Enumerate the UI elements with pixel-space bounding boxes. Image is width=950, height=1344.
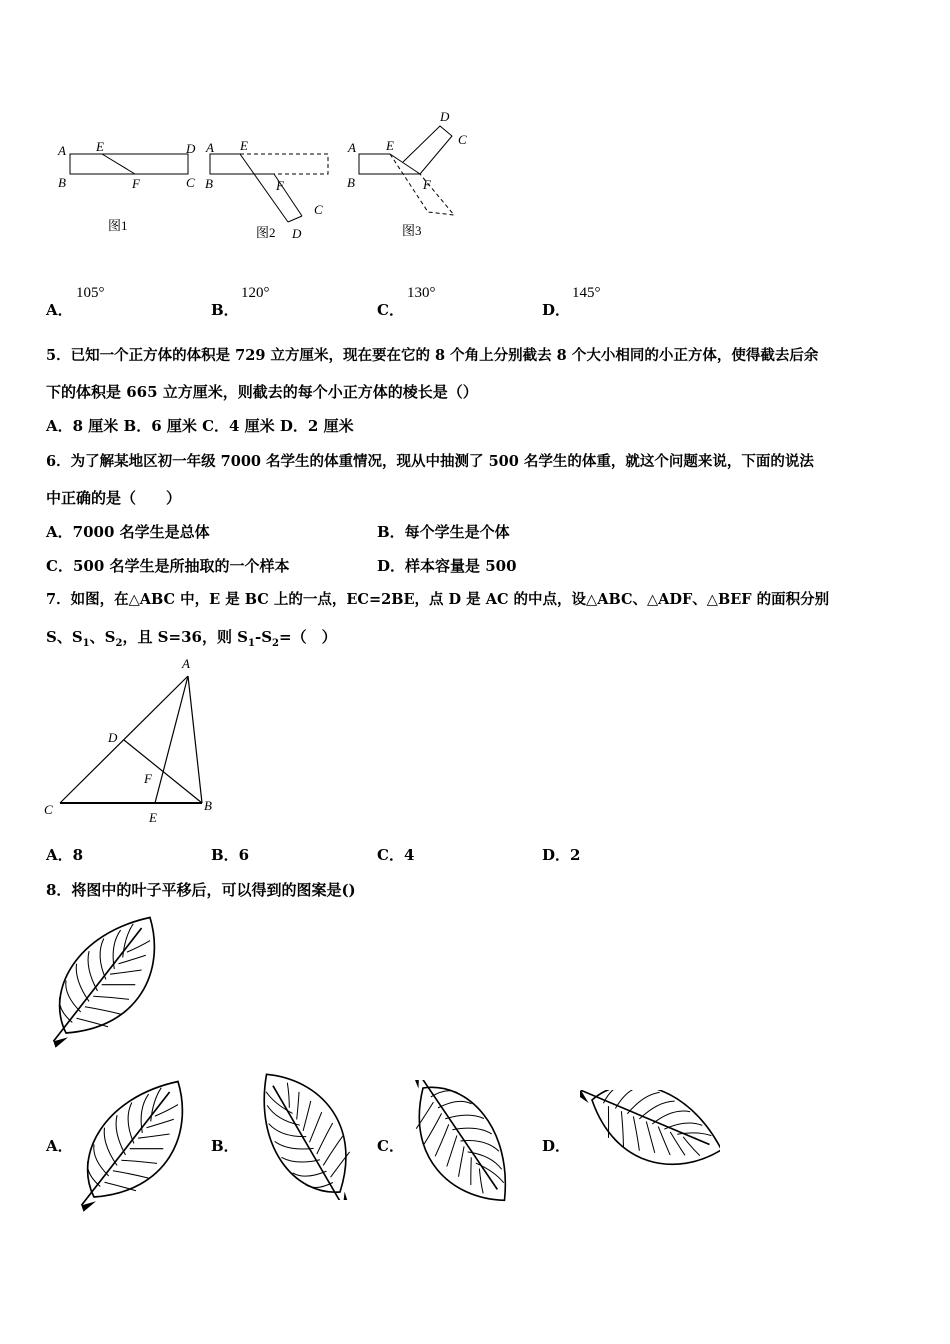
q8-option-b[interactable]: B．	[211, 1137, 239, 1155]
q7-stem-line2: S、$S_1$、$S_2$，且 S=36，则 $S_1-S_2=$（ ）	[46, 628, 337, 649]
q8-stem: 8．将图中的叶子平移后，可以得到的图案是()	[46, 881, 356, 899]
fig1-caption: 图1	[108, 218, 128, 233]
q8-option-a[interactable]: A．	[46, 1137, 73, 1155]
q6-option-c[interactable]: C．500 名学生是所抽取的一个样本	[46, 557, 290, 575]
q7-option-b[interactable]: B．6	[211, 846, 250, 864]
q7-label-c: C	[44, 802, 53, 817]
q4-folding-figures	[40, 105, 490, 250]
q5-options[interactable]: A．8 厘米 B．6 厘米 C．4 厘米 D．2 厘米	[46, 417, 354, 435]
fig2-label-c: C	[314, 202, 323, 217]
q7-triangle-figure	[38, 652, 228, 832]
q4-figure-2	[205, 138, 328, 241]
q8-option-d[interactable]: D．	[542, 1137, 571, 1155]
q7-option-a[interactable]: A．8	[46, 846, 84, 864]
q7-option-c[interactable]: C．4	[377, 846, 415, 864]
fig3-label-c: C	[458, 132, 467, 147]
q7-label-b: B	[204, 798, 212, 813]
q4-option-c-value: 130°	[407, 285, 436, 301]
q6-option-b[interactable]: B．每个学生是个体	[377, 523, 510, 541]
fig2-label-e: E	[240, 138, 248, 153]
fig1-label-b: B	[58, 175, 66, 190]
q5-stem-line1: 5．已知一个正方体的体积是 729 立方厘米，现在要在它的 8 个角上分别截去 8 个大小相同的小正方体，使得截去后余	[46, 347, 819, 364]
fig2-label-d: D	[292, 226, 302, 241]
q7-label-a: A	[182, 656, 190, 671]
fig1-label-c: C	[186, 175, 195, 190]
q4-option-b-value: 120°	[241, 285, 270, 301]
q8-option-c[interactable]: C．	[377, 1137, 404, 1155]
fig1-label-d: D	[186, 141, 196, 156]
q8-option-d-leaf[interactable]	[580, 1090, 720, 1200]
q7-label-e: E	[149, 810, 157, 825]
fig1-label-f: F	[132, 176, 140, 191]
q7-option-d[interactable]: D．2	[542, 846, 581, 864]
fig3-caption: 图3	[402, 223, 422, 238]
q6-option-d[interactable]: D．样本容量是 500	[377, 557, 517, 575]
q8-option-b-leaf[interactable]	[240, 1070, 360, 1200]
q4-option-b[interactable]: B．	[211, 301, 239, 319]
fig1-label-e: E	[96, 139, 104, 154]
q6-stem-line2: 中正确的是（ ）	[46, 489, 182, 507]
q8-option-a-leaf[interactable]	[76, 1075, 196, 1215]
fig2-label-b: B	[205, 176, 213, 191]
q8-reference-leaf	[40, 915, 170, 1055]
fig2-caption: 图2	[256, 225, 276, 240]
q7-stem-line1: 7．如图，在△ABC 中，E 是 BC 上的一点，EC=2BE，点 D 是 AC 的中点，设△ABC、△ADF、△BEF 的面积分别	[46, 591, 830, 608]
q7-label-f: F	[144, 771, 152, 786]
fig3-label-f: F	[423, 177, 431, 192]
q8-option-c-leaf[interactable]	[405, 1080, 525, 1210]
q6-stem-line1: 6．为了解某地区初一年级 7000 名学生的体重情况，现从中抽测了 500 名学生的体重，就这个问题来说，下面的说法	[46, 453, 814, 470]
q5-stem-line2: 下的体积是 665 立方厘米，则截去的每个小正方体的棱长是（）	[46, 383, 478, 401]
q4-option-a-value: 105°	[76, 285, 105, 301]
fig1-label-a: A	[58, 143, 66, 158]
q4-figure-1	[57, 139, 196, 233]
q4-option-d-value: 145°	[572, 285, 601, 301]
fig3-label-d: D	[440, 109, 450, 124]
fig2-label-f: F	[276, 178, 284, 193]
q4-option-a[interactable]: A．	[46, 301, 73, 319]
q6-option-a[interactable]: A．7000 名学生是总体	[46, 523, 210, 541]
fig2-label-a: A	[206, 140, 214, 155]
fig3-label-a: A	[348, 140, 356, 155]
fig3-label-e: E	[386, 138, 394, 153]
q4-figure-3	[347, 109, 467, 238]
fig3-label-b: B	[347, 175, 355, 190]
q7-label-d: D	[108, 730, 118, 745]
q4-option-c[interactable]: C．	[377, 301, 404, 319]
q4-option-d[interactable]: D．	[542, 301, 571, 319]
